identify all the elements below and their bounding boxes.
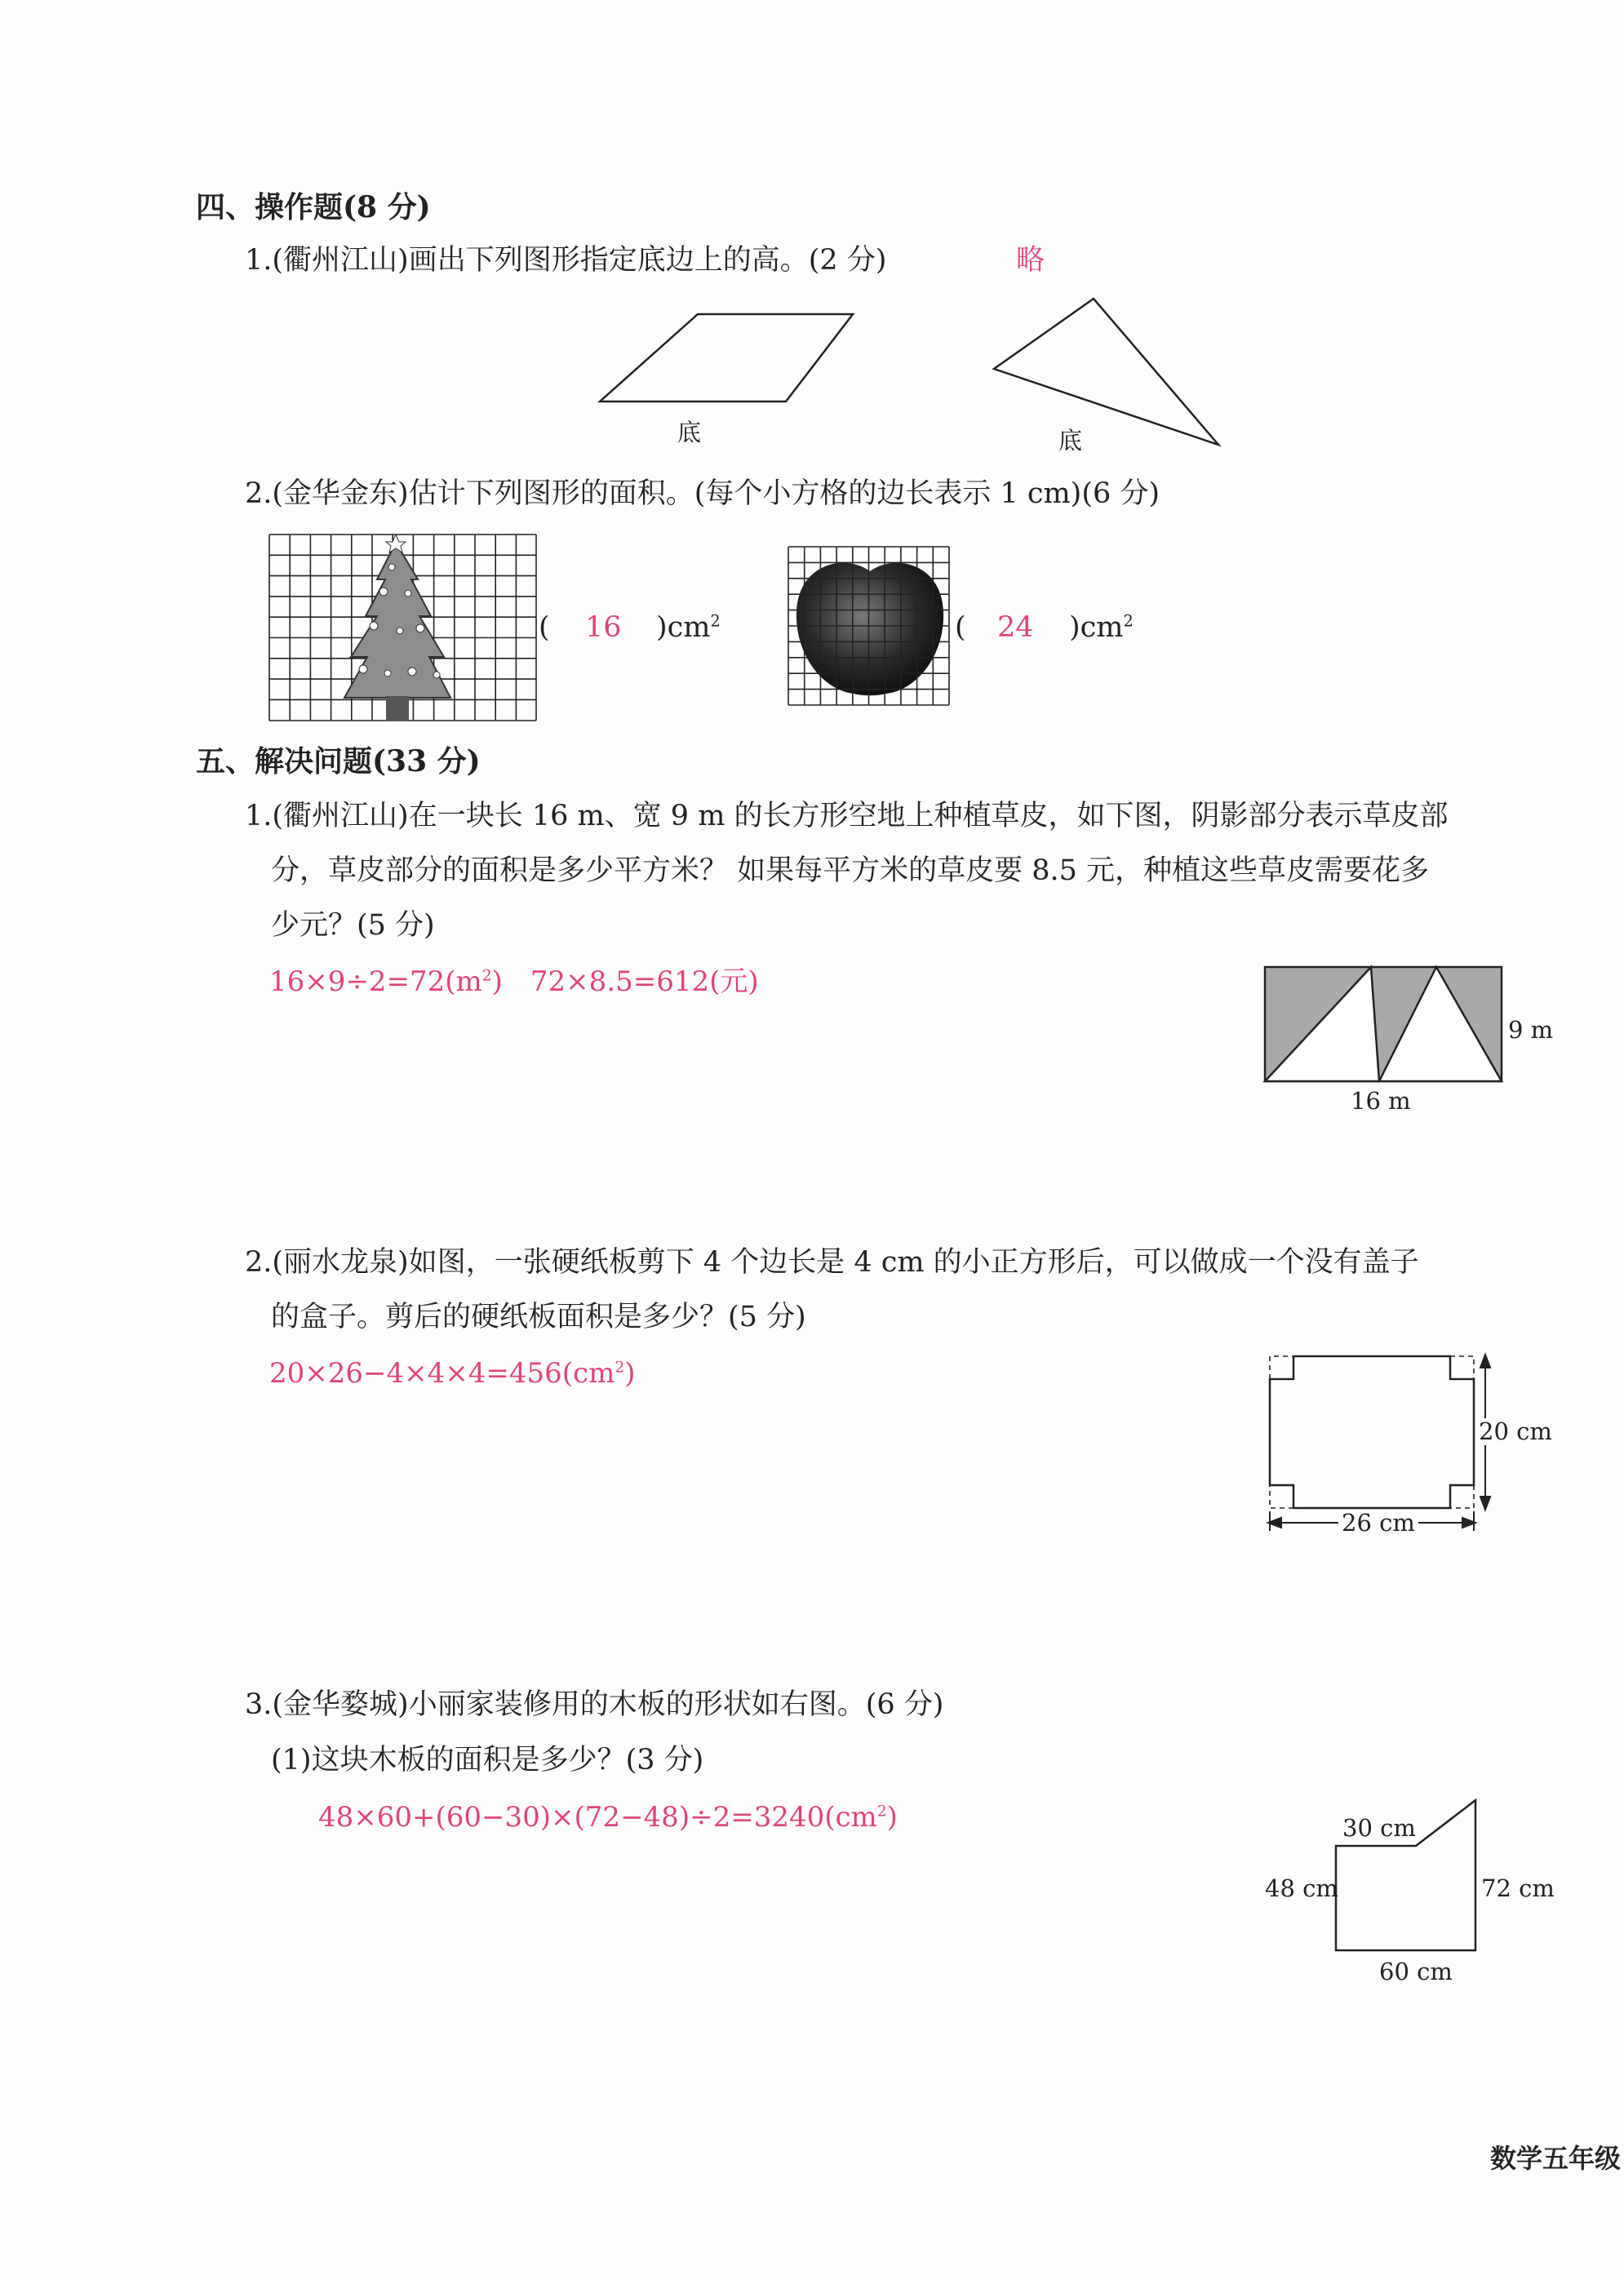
board-bottom-label: 60 cm bbox=[1379, 1958, 1453, 1985]
s5-q3-sub1: (1)这块木板的面积是多少？(3 分) bbox=[271, 1744, 704, 1777]
s4-q1-answer: 略 bbox=[1016, 244, 1045, 277]
s5-q1-line3: 少元？(5 分) bbox=[271, 909, 435, 942]
triangle-base-label: 底 bbox=[1058, 427, 1083, 455]
s5-q3-line1: 3.(金华婺城)小丽家装修用的木板的形状如右图。(6 分) bbox=[245, 1688, 944, 1721]
apple-area-answer: 24 bbox=[997, 611, 1034, 644]
s5-q1-line1: 1.(衢州江山)在一块长 16 m、宽 9 m 的长方形空地上种植草皮，如下图，阴影部分表示草皮部 bbox=[245, 800, 1449, 832]
tree-paren-open: ( bbox=[539, 611, 550, 644]
cardboard-width-label: 26 cm bbox=[1338, 1511, 1418, 1535]
s5-q2-line1: 2.(丽水龙泉)如图，一张硬纸板剪下 4 个边长是 4 cm 的小正方形后，可以做成一个没有盖子 bbox=[245, 1246, 1419, 1279]
tree-area-answer: 16 bbox=[585, 611, 622, 644]
cardboard-height-label: 20 cm bbox=[1479, 1417, 1552, 1445]
section5-title: 五、解决问题(33 分) bbox=[196, 744, 481, 778]
field-height-label: 9 m bbox=[1508, 1016, 1554, 1044]
apple-area-unit: )$cm^2$ bbox=[1069, 611, 1134, 644]
s5-q2-line2: 的盒子。剪后的硬纸板面积是多少？(5 分) bbox=[271, 1301, 806, 1333]
field-width-label: 16 m bbox=[1351, 1087, 1411, 1115]
s4-q1-text: 1.(衢州江山)画出下列图形指定底边上的高。(2 分) bbox=[245, 244, 887, 277]
board-right-label: 72 cm bbox=[1481, 1874, 1555, 1902]
board-left-label: 48 cm bbox=[1265, 1874, 1338, 1902]
footer-subject: 数学五年级 bbox=[1490, 2143, 1622, 2174]
board-top-label: 30 cm bbox=[1342, 1814, 1416, 1842]
s5-q2-answer: $20\times 26-4\times 4\times 4=456(cm^2)$ bbox=[269, 1357, 636, 1390]
s5-q3-answer: $48\times 60+(60-30)\times(72-48)\div 2=3240(cm^2)$ bbox=[318, 1801, 898, 1834]
s4-q2-text: 2.(金华金东)估计下列图形的面积。(每个小方格的边长表示 1 cm)(6 分) bbox=[245, 477, 1160, 510]
tree-area-unit: )$cm^2$ bbox=[656, 611, 721, 644]
apple-paren-open: ( bbox=[955, 611, 966, 644]
s5-q1-answer: $16\times 9\div 2=72(m^2)$ 72×8.5=612(元) bbox=[269, 965, 759, 998]
section4-title: 四、操作题(8 分) bbox=[196, 190, 431, 224]
s5-q1-line2: 分，草皮部分的面积是多少平方米？ 如果每平方米的草皮要 8.5 元，种植这些草皮需要花多 bbox=[271, 854, 1430, 887]
parallelogram-base-label: 底 bbox=[677, 419, 702, 446]
